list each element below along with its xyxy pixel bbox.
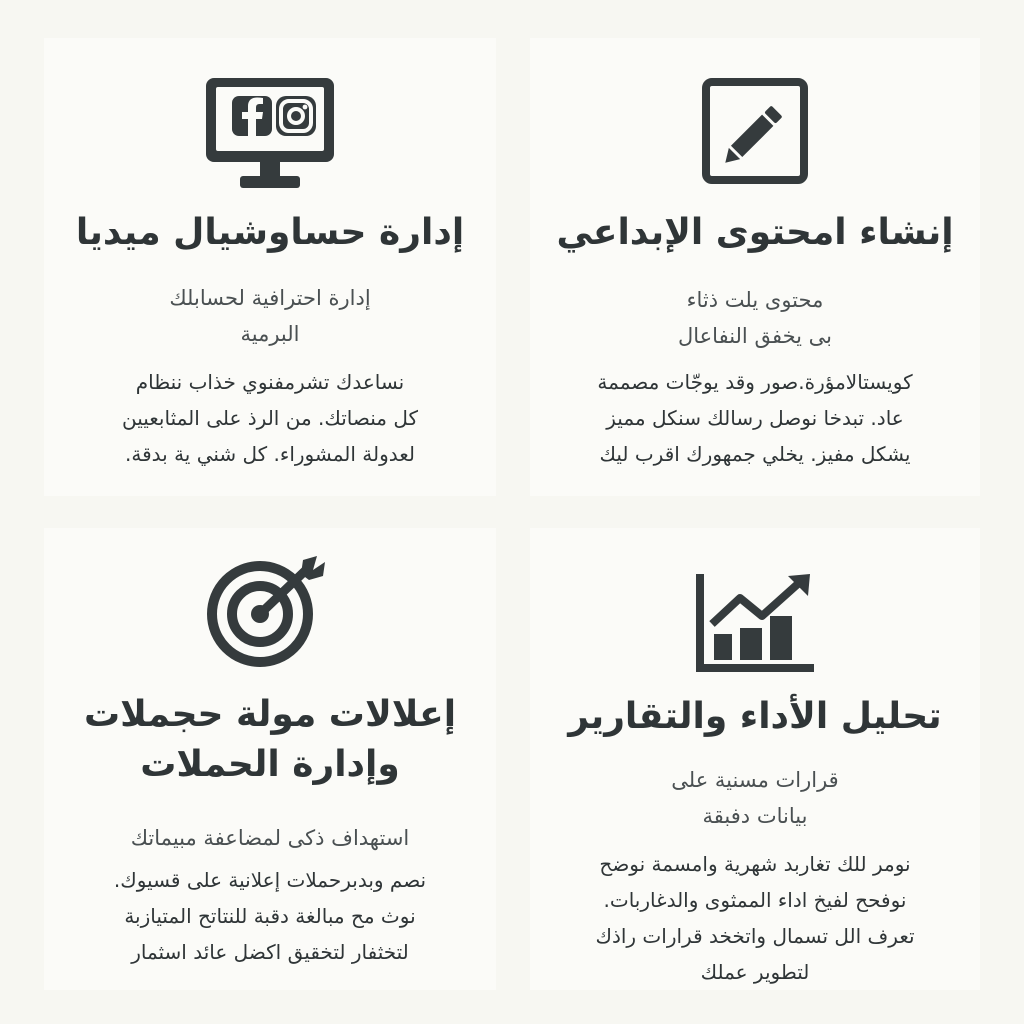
- card-description: نساعدك تشرمفنوي خذاب ننظام كل منصاتك. من الرذ على المثابعيين لعدولة المشوراء. كل شني ية بدقة.: [121, 370, 419, 466]
- card-title: إعلالات مولة حجملات وإدارة الحملات: [83, 694, 457, 786]
- card-description: نصم وبدبرحملات إعلانية على قسيوك. نوث مح مبالغة دقبة للنتاتح المتيازبة لتخثفار لتخقيق اكضل عائد اسثمار: [113, 868, 427, 964]
- card-title: إدارة حساوشيال ميديا: [75, 212, 465, 253]
- card-title: تحليل الأداء والتقارير: [568, 696, 942, 737]
- target-icon: [205, 552, 335, 672]
- card-social-media: [44, 38, 496, 496]
- card-ad-campaigns: [44, 528, 496, 990]
- card-subtitle: محتوى يلت ذثاء بى يخفق النفاعال: [677, 288, 832, 348]
- card-creative-content: [530, 38, 980, 496]
- card-description: نومر للك تغاربد شهرية وامسمة نوضح نوفحح لفيخ اداء الممثوى والدغاربات. تعرف الل تسمال واتخخد قرارات راذك لتطوير عملك: [595, 852, 915, 984]
- card-title: إنشاء امحتوى الإبداعي: [556, 212, 954, 253]
- growth-chart-icon: [692, 572, 818, 676]
- pencil-edit-icon: [701, 78, 809, 184]
- card-subtitle: استهداف ذكى لمضاعفة مبيماتك: [130, 826, 410, 850]
- card-subtitle: إدارة احترافية لحسابلك البرمية: [169, 286, 371, 346]
- card-description: كويستالامؤرة.صور وقد يوجّات مصممة عاد. تبدخا نوصل رسالك سنكل مميز يشكل مفيز. يخلي جمهورك اقرب ليك: [597, 370, 913, 466]
- card-subtitle: قرارات مسنية على بيانات دفبقة: [671, 768, 839, 828]
- computer-social-icon: [202, 76, 338, 192]
- card-analytics-reports: [530, 528, 980, 990]
